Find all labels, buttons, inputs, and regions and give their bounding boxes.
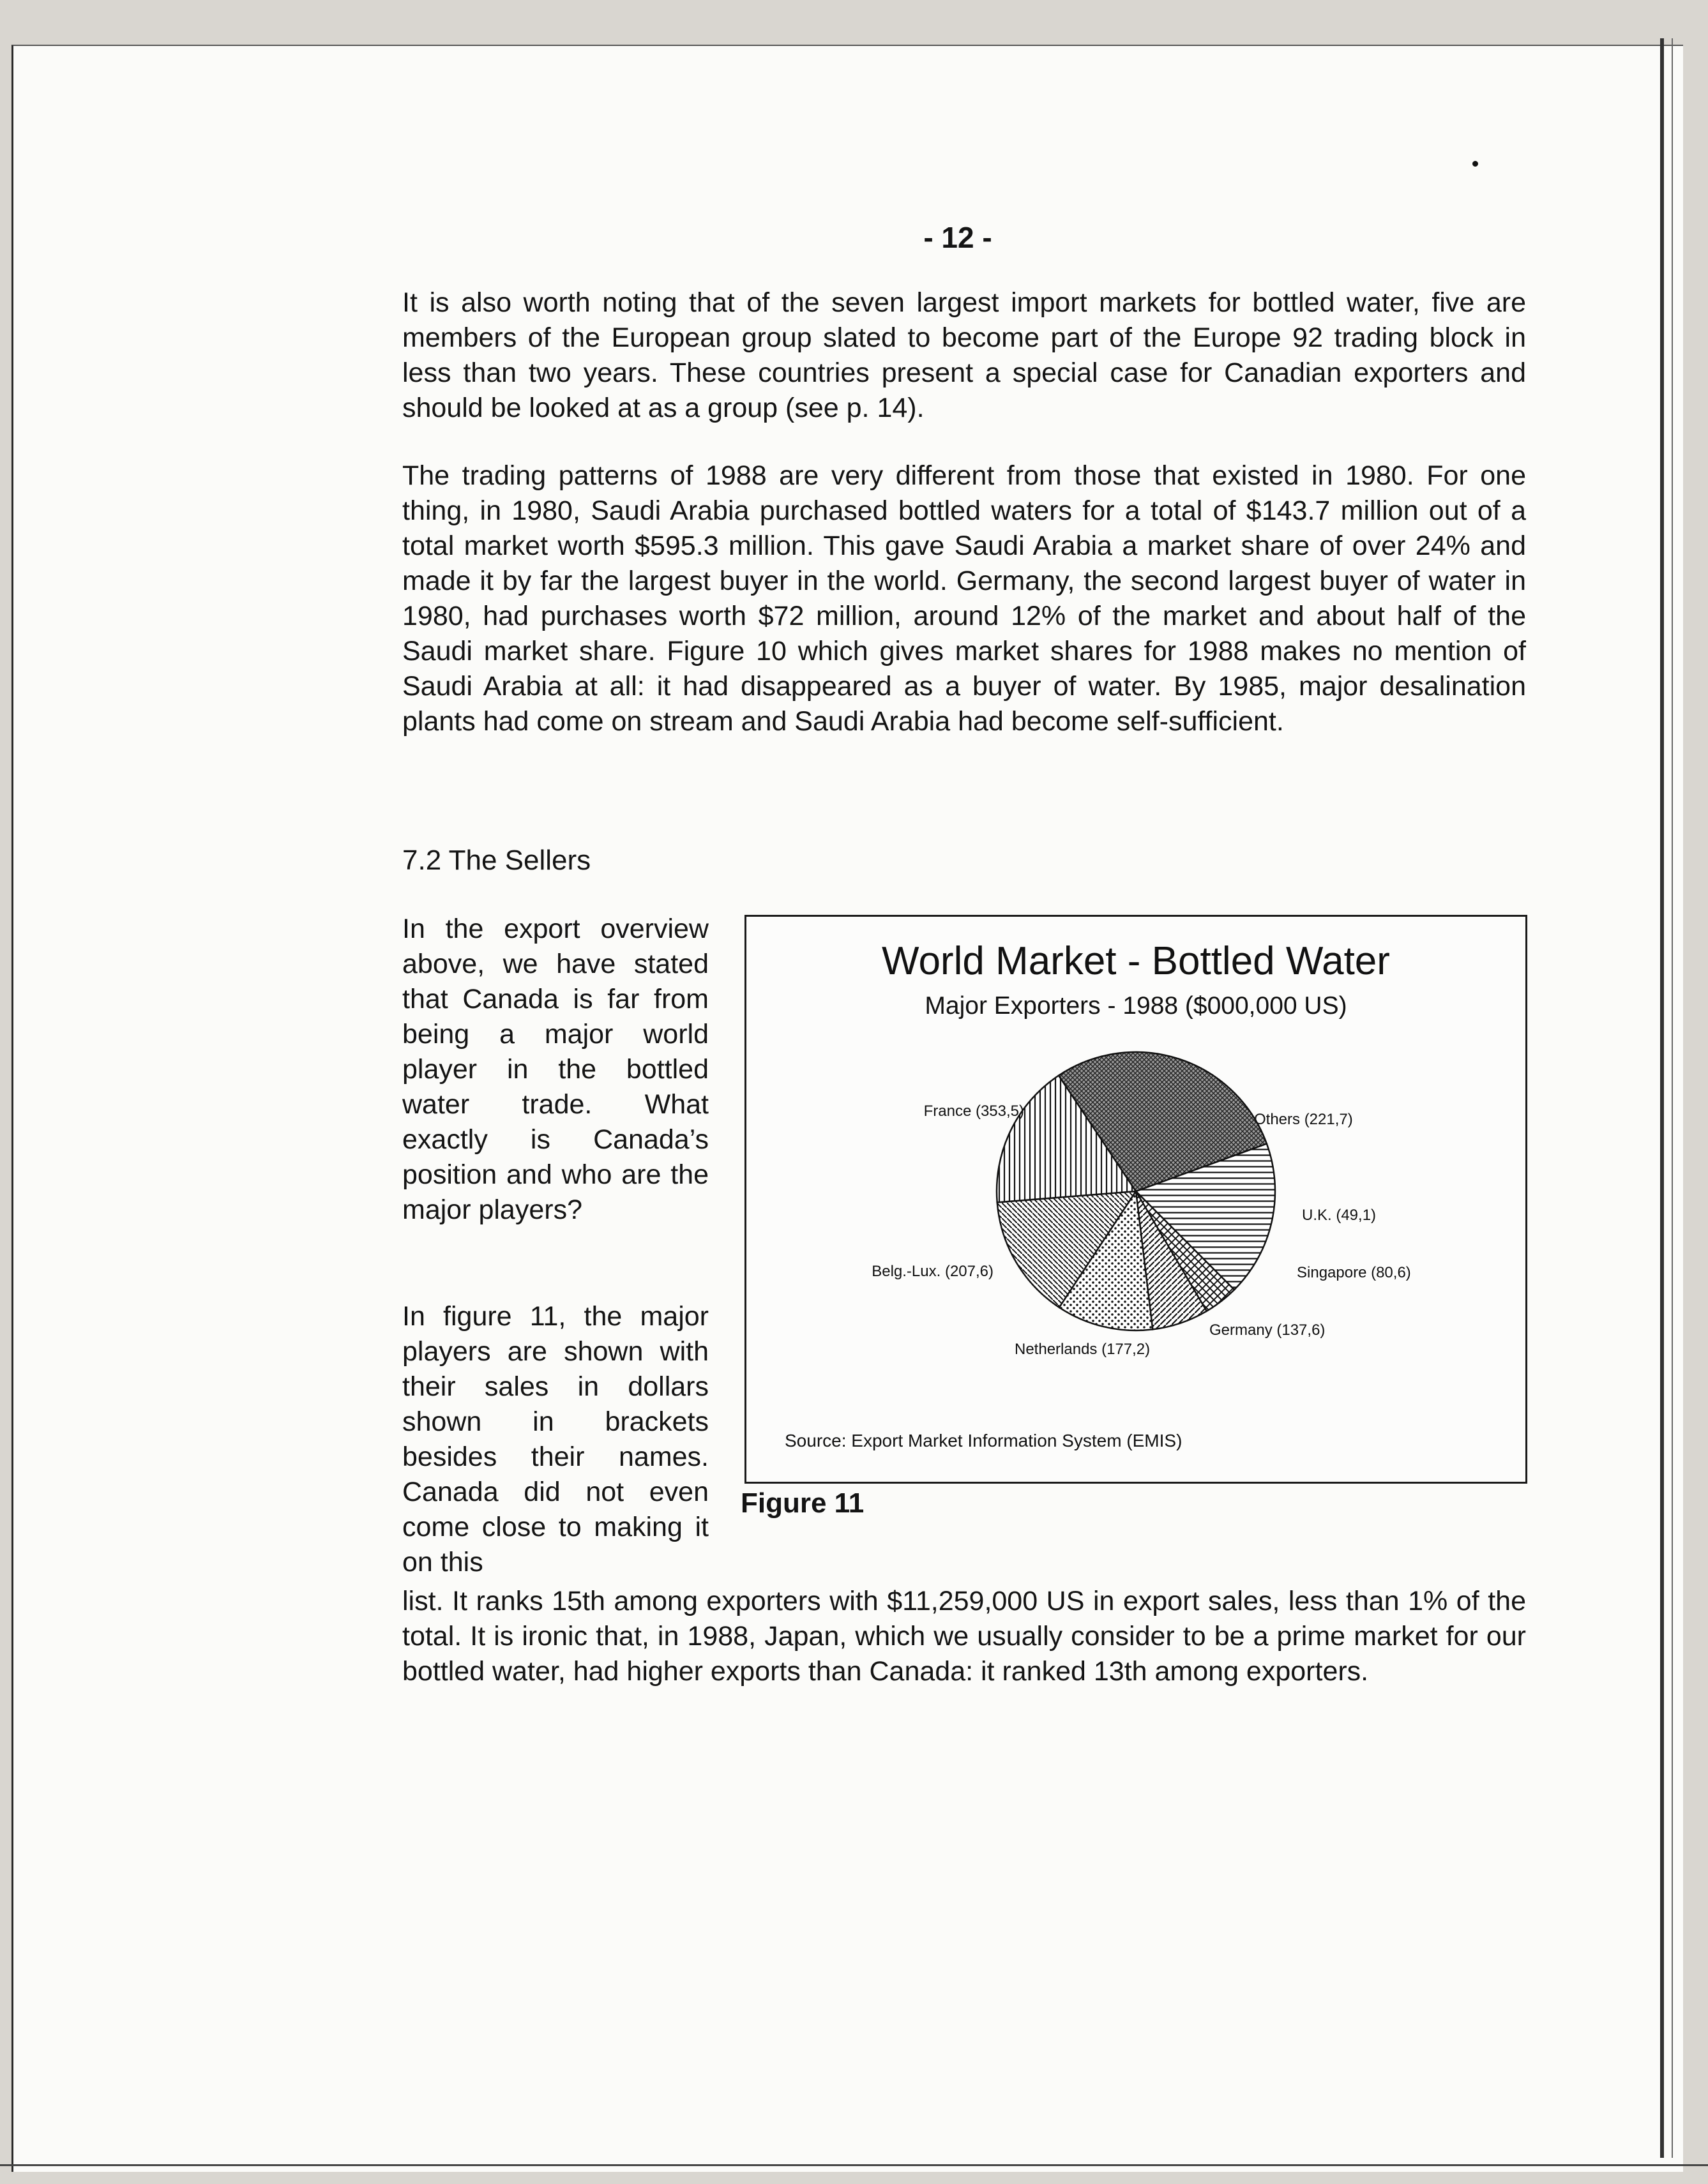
slice-label-france: France (353,5)	[923, 1103, 1024, 1120]
pie-chart-svg	[746, 917, 1525, 1482]
chart-subtitle: Major Exporters - 1988 ($000,000 US)	[925, 992, 1347, 1020]
page-edge-line	[1672, 38, 1673, 2158]
slice-label-netherlands: Netherlands (177,2)	[1015, 1341, 1151, 1358]
section-heading: 7.2 The Sellers	[402, 845, 591, 876]
page-number: - 12 -	[923, 221, 992, 254]
slice-label-singapore: Singapore (80,6)	[1297, 1264, 1411, 1281]
paragraph-trading-patterns: The trading patterns of 1988 are very different from those that existed in 1980. For one thing, in 1980, Saudi Arabia purchased bottled waters for a total of $143.7 million out of a total market worth $595.3 million. This gave Saudi Arabia a market share of over 24% and made it by far the largest buyer in the world. Germany, the second largest buyer of water in 1980, had purchases worth $72 million, around 12% of the market and about half of the Saudi market share. Figure 10 which gives market shares for 1988 makes no mention of Saudi Arabia at all: it had disappeared as a buyer of water. By 1985, major desalination plants had come on stream and Saudi Arabia had become self-sufficient.	[402, 460, 1526, 737]
slice-label-u-k: U.K. (49,1)	[1302, 1207, 1377, 1224]
pie-slices	[997, 1052, 1275, 1330]
slice-label-others: Others (221,7)	[1254, 1111, 1353, 1128]
figure-11-chart	[744, 915, 1527, 1484]
paragraph-export-overview: In the export overview above, we have stated that Canada is far from being a major world player in the bottled water trade. What exactly is Canada’s position and who are the major players?	[402, 914, 709, 1225]
page-bottom-edge	[0, 2164, 1708, 2166]
slice-label-belg-lux: Belg.-Lux. (207,6)	[872, 1263, 994, 1280]
scan-speck	[1472, 161, 1478, 167]
page-edge-shadow	[1660, 38, 1664, 2158]
paragraph-figure-reference: In figure 11, the major players are shown with their sales in dollars shown in brackets besides their names. Canada did not even come close to making it on this	[402, 1301, 709, 1578]
paragraph-import-markets: It is also worth noting that of the seven largest import markets for bottled water, five are members of the European group slated to become part of the Europe 92 trading block in less than two years. These countries present a special case for Canadian exporters and should be looked at as a group (see p. 14).	[402, 287, 1526, 423]
paragraph-canada-rank: list. It ranks 15th among exporters with $11,259,000 US in export sales, less than 1% of the total. It is ironic that, in 1988, Japan, which we usually consider to be a prime market for our bottled water, had higher exports than Canada: it ranked 13th among exporters.	[402, 1586, 1526, 1687]
figure-caption: Figure 11	[741, 1487, 865, 1519]
chart-title: World Market - Bottled Water	[882, 939, 1390, 983]
chart-source: Source: Export Market Information System (EMIS)	[785, 1431, 1183, 1450]
slice-label-germany: Germany (137,6)	[1209, 1322, 1326, 1339]
